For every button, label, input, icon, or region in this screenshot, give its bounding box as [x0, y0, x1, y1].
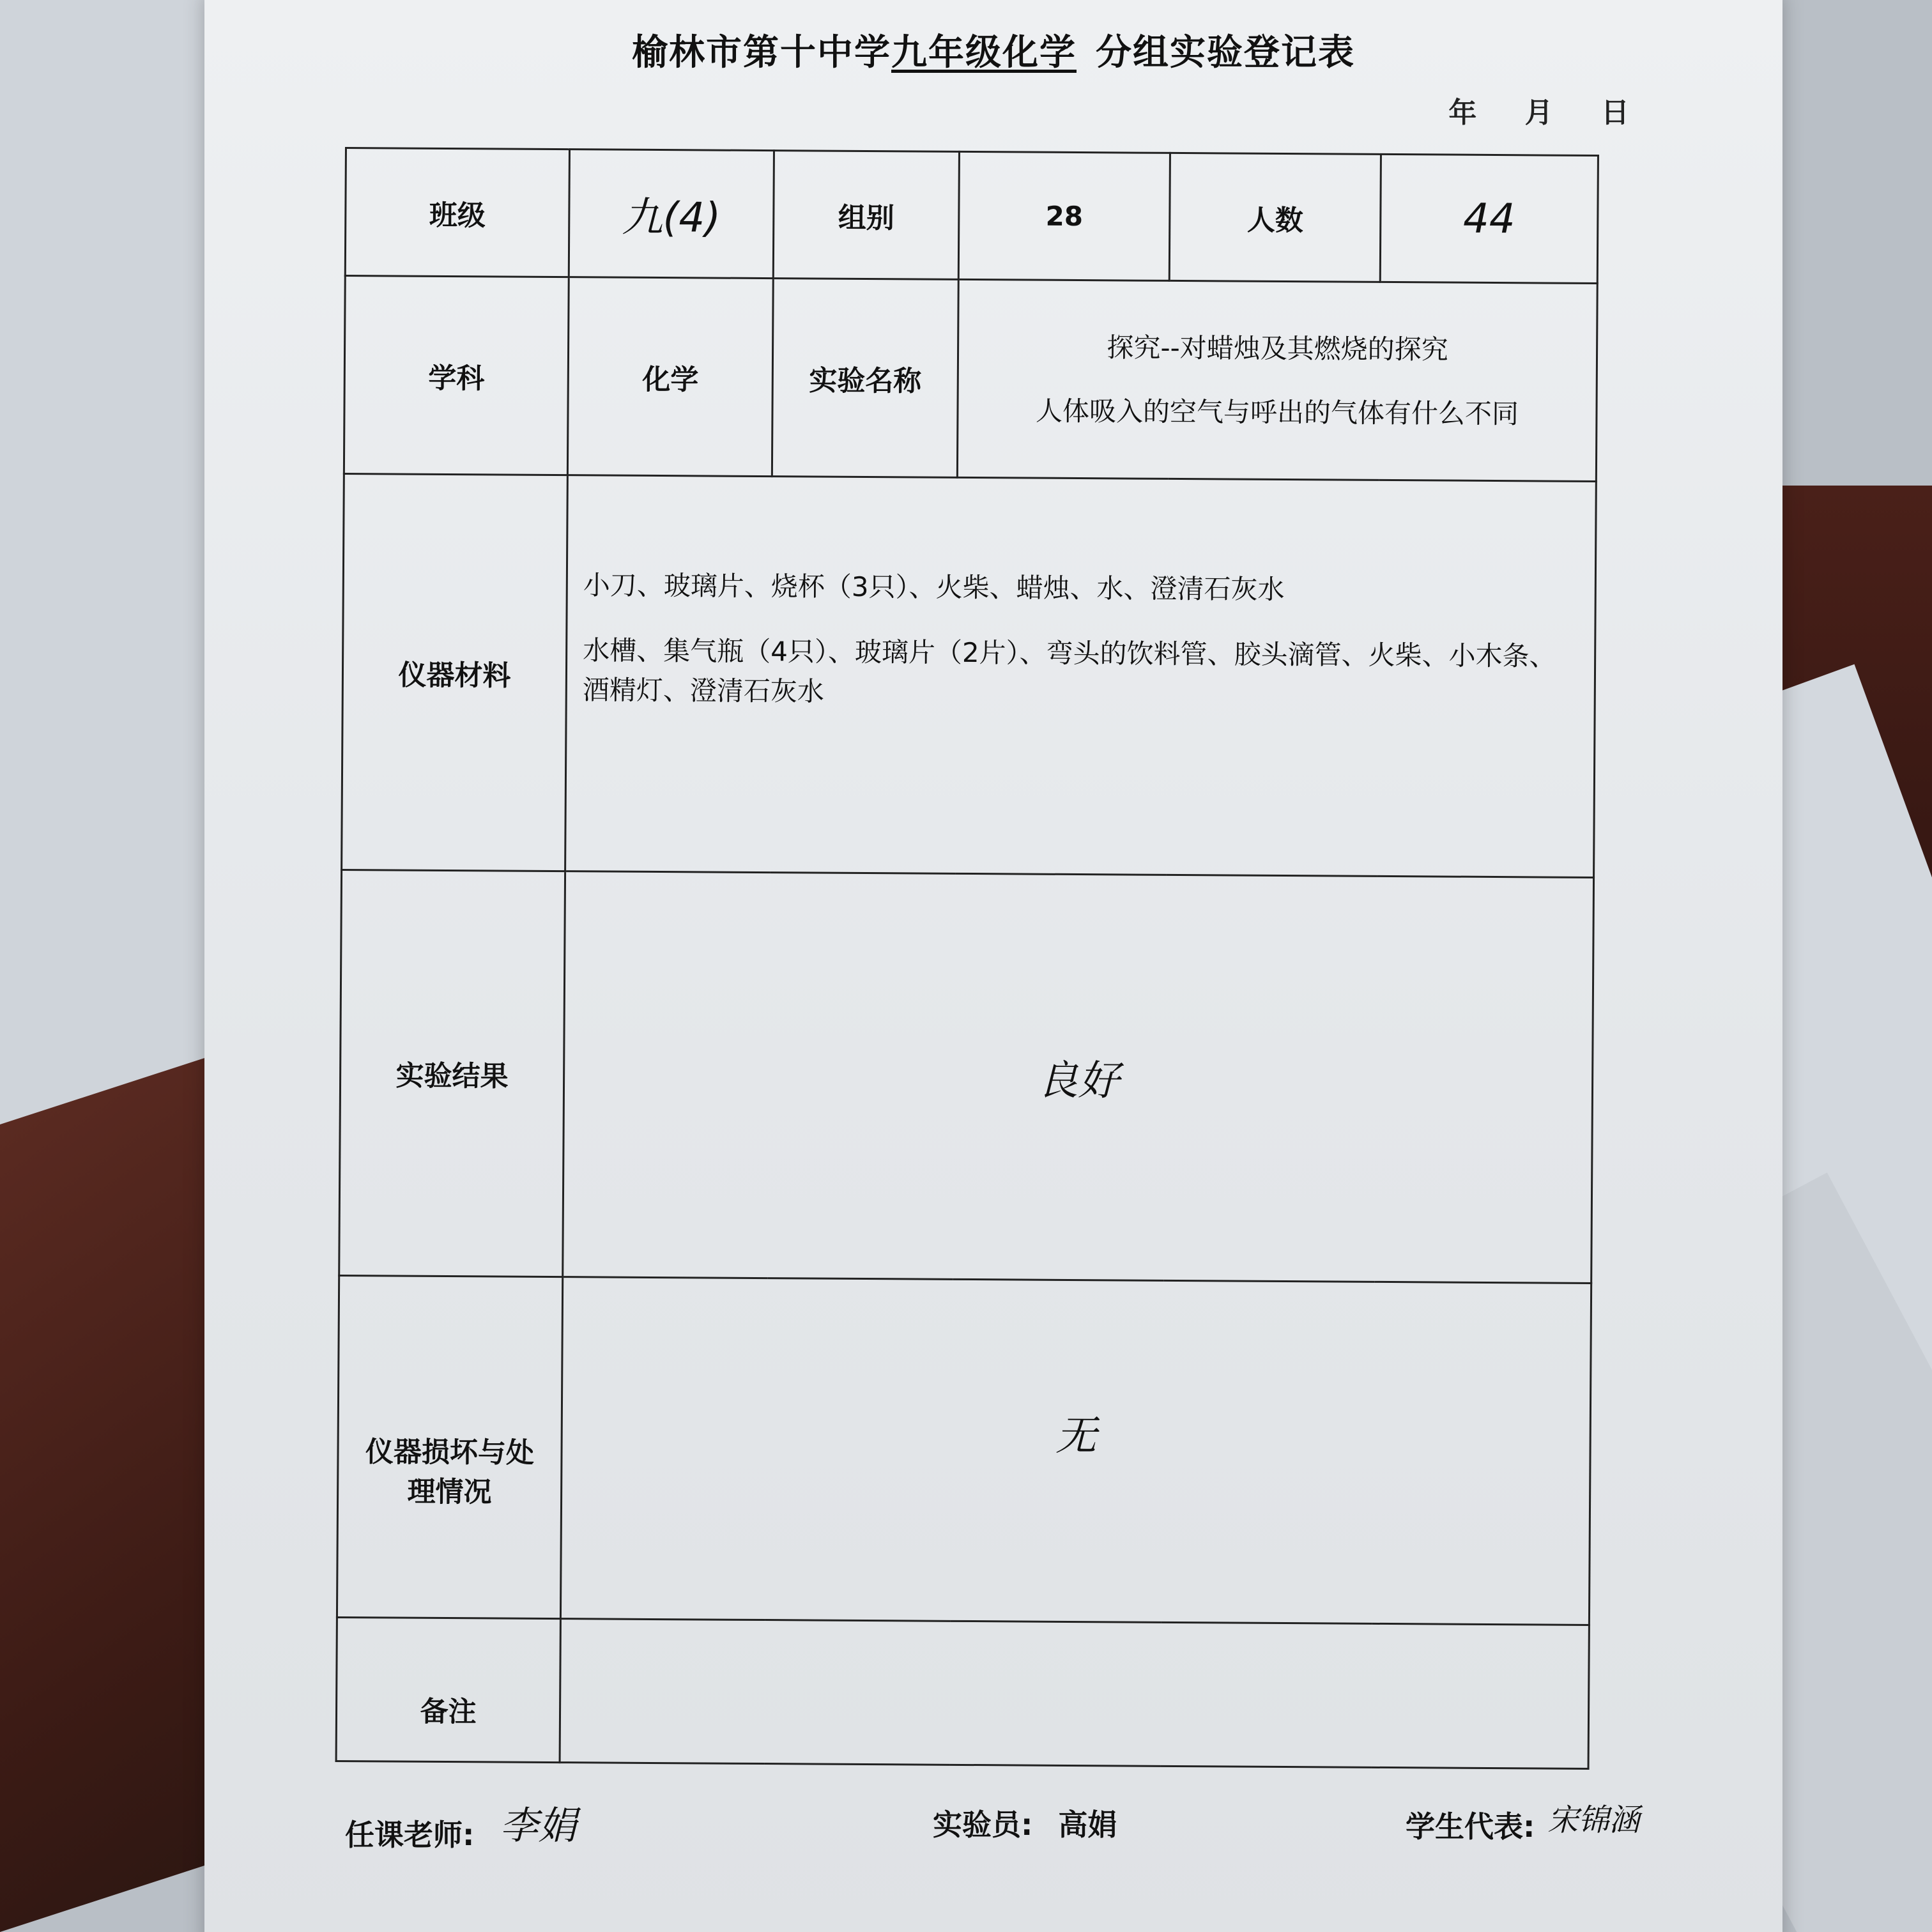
- student-rep-label: 学生代表:: [1406, 1809, 1535, 1844]
- notes-label: 备注: [336, 1617, 560, 1762]
- experiment-name-2: 人体吸入的空气与呼出的气体有什么不同: [1035, 395, 1519, 429]
- class-value: 九(4): [569, 150, 774, 279]
- registration-form-sheet: [204, 0, 1782, 1932]
- title-grade-subject: 九年级化学: [891, 32, 1077, 73]
- date-line: [1410, 89, 1629, 130]
- table-row-class: [345, 148, 1598, 284]
- materials-line-2: 水槽、集气瓶（4只）、玻璃片（2片）、弯头的饮料管、胶头滴管、火柴、小木条、酒精灯、澄清石灰水: [582, 634, 1556, 707]
- student-rep-name: 宋锦涵: [1547, 1802, 1640, 1838]
- experiment-name-label: 实验名称: [772, 279, 958, 478]
- table-row-subject: [344, 276, 1597, 482]
- damage-label-line-2: 理情况: [407, 1475, 492, 1508]
- table-row-notes: [336, 1617, 1589, 1768]
- teacher-signature: [345, 1802, 576, 1857]
- lab-assistant-name: 高娟: [1058, 1807, 1117, 1842]
- experiment-name-values: [957, 279, 1597, 481]
- date-day: 日: [1601, 96, 1629, 129]
- form-title: [204, 24, 1782, 75]
- teacher-name: 李娟: [500, 1804, 577, 1848]
- damage-label-line-1: 仪器损坏与处: [365, 1435, 535, 1469]
- table-row-materials: [342, 473, 1597, 877]
- materials-values: [565, 475, 1597, 878]
- lab-assistant-label: 实验员:: [933, 1807, 1033, 1842]
- registration-table: [335, 147, 1599, 1770]
- damage-label: [337, 1275, 562, 1618]
- subject-label: 学科: [344, 276, 569, 475]
- table-row-result: [339, 870, 1594, 1283]
- date-year: 年: [1448, 96, 1477, 129]
- count-value: 44: [1380, 154, 1598, 283]
- teacher-label: 任课老师:: [345, 1818, 475, 1852]
- title-school: 榆林市第十中学: [632, 32, 891, 73]
- group-label: 组别: [773, 151, 959, 280]
- title-form-name: 分组实验登记表: [1096, 32, 1355, 73]
- materials-label: 仪器材料: [342, 473, 568, 871]
- materials-line-1: 小刀、玻璃片、烧杯（3只）、火柴、蜡烛、水、澄清石灰水: [583, 569, 1285, 605]
- notes-value: [560, 1619, 1589, 1769]
- result-value: 良好: [563, 871, 1594, 1284]
- count-label: 人数: [1169, 153, 1381, 282]
- lab-assistant-signature: [933, 1802, 1117, 1844]
- experiment-name-1: 探究--对蜡烛及其燃烧的探究: [1107, 331, 1448, 365]
- student-rep-signature: [1406, 1802, 1639, 1846]
- damage-value: 无: [560, 1277, 1591, 1625]
- subject-value: 化学: [567, 277, 773, 477]
- signature-row: [332, 1802, 1674, 1878]
- group-value: 28: [958, 151, 1170, 280]
- result-label: 实验结果: [339, 870, 565, 1276]
- table-row-damage: [337, 1275, 1591, 1625]
- date-month: 月: [1524, 96, 1553, 129]
- class-label: 班级: [345, 148, 569, 277]
